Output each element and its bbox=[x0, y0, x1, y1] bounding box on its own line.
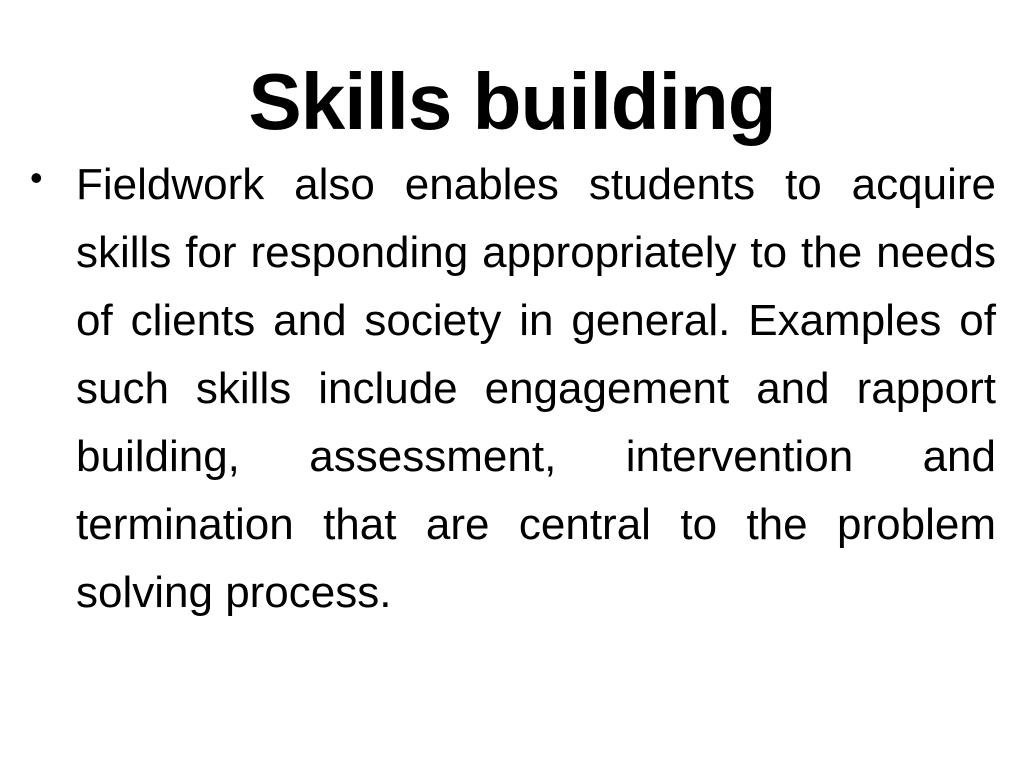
bullet-list bbox=[30, 151, 996, 627]
bullet-icon: • bbox=[30, 157, 43, 198]
bullet-text: Fieldwork also enables students to acquire skills for responding appropriately to the needs of clients and society in general. Examples of such skills include engagement and rapport building, assessment, intervention and termination that are central to the problem solving process. bbox=[76, 160, 996, 617]
slide-title: Skills building bbox=[248, 57, 776, 146]
bullet-item bbox=[30, 151, 996, 627]
